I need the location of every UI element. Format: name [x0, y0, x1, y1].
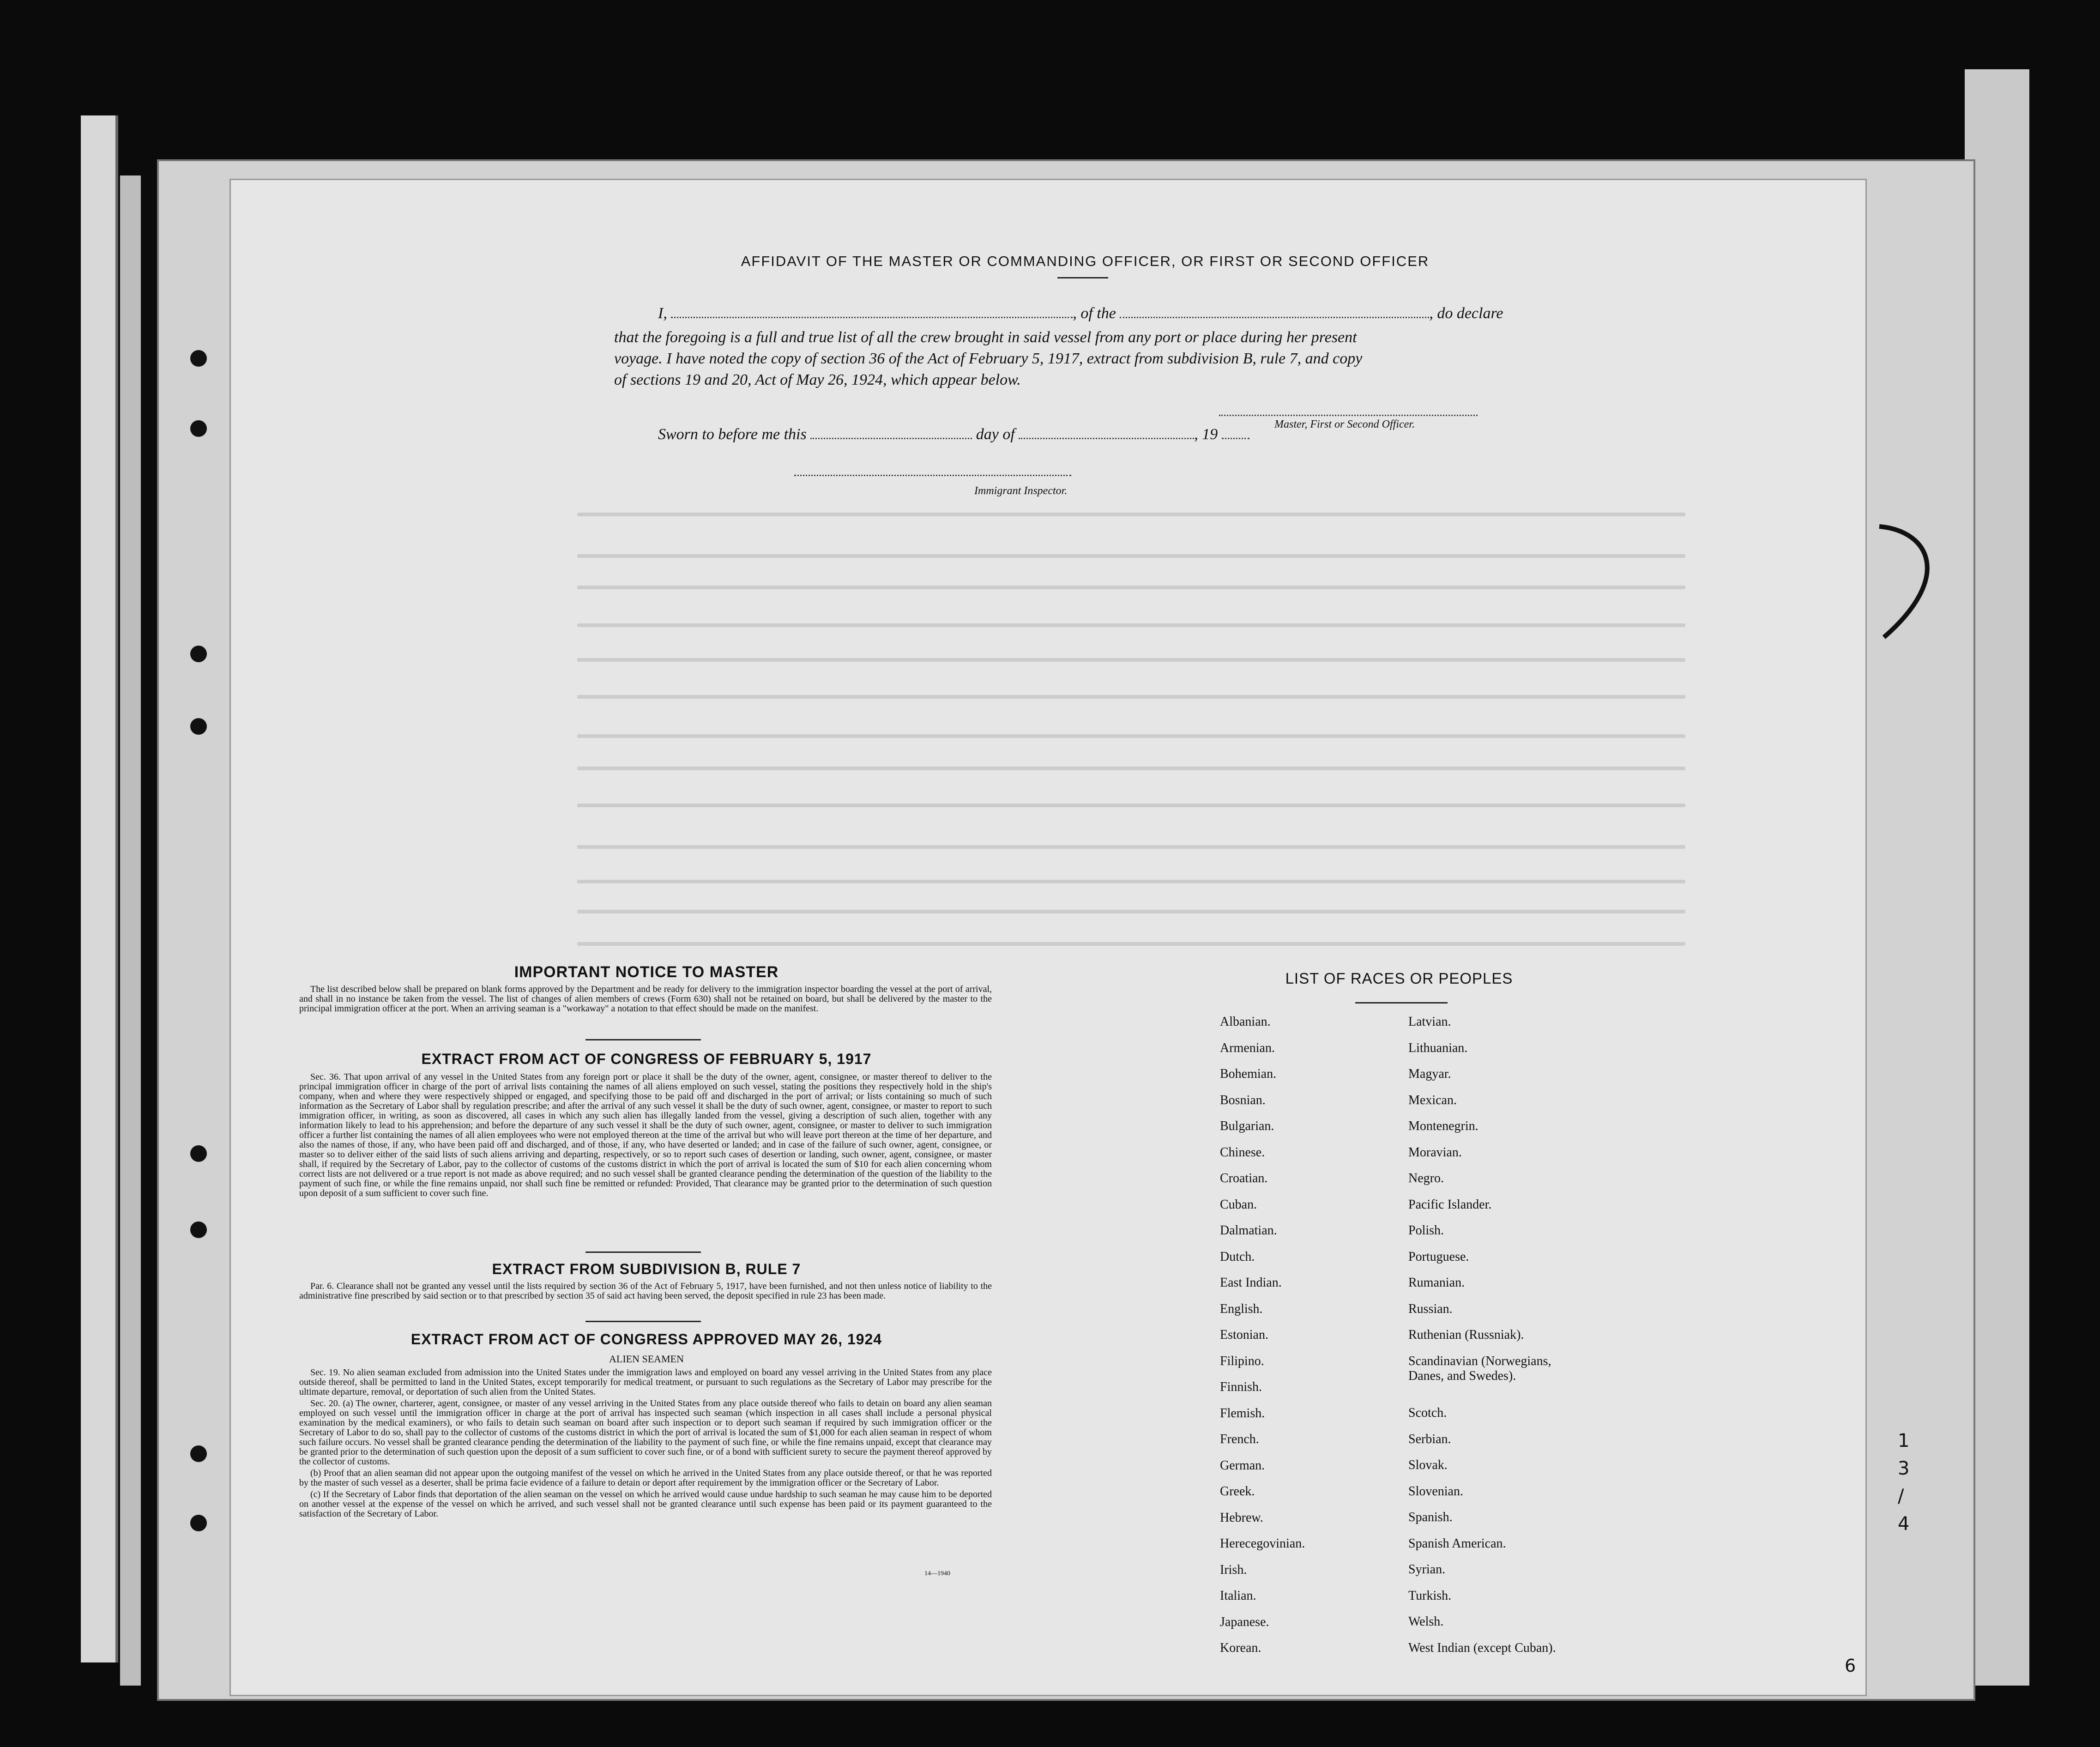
title-rule: [1057, 277, 1108, 278]
race-item: Croatian.: [1220, 1171, 1268, 1185]
race-item: Polish.: [1408, 1223, 1444, 1238]
race-item: Slovak.: [1408, 1458, 1448, 1472]
race-item: Herecegovinian.: [1220, 1536, 1305, 1551]
race-item: Rumanian.: [1408, 1275, 1465, 1290]
section-36-paragraph: Sec. 36. That upon arrival of any vessel in the United States from any foreign port or place it shall be the duty of the owner, agent, consignee, or master thereof to deliver to the principal immigration officer in charge of the port of arrival lists containing the names of all aliens employed on such vessel, stating the positions they respectively hold in the ship's company, when and where they were respectively shipped or engaged, and specifying those to be paid off and discharged in the port of arrival; or lists containing so much of such information as the Secretary of Labor shall by regulation prescribe; and after the arrival of any such vessel it shall be the duty of such owner, agent, consignee, or master to report to such immigration officer, in writing, as soon as discovered, all cases in which any such alien has illegally landed from the vessel, giving a description of such alien, together with any information likely to lead to his apprehension; and before the departure of any such vessel it shall be the duty of such owner, agent, consignee, or master to deliver to such immigration officer a further list containing the names of all alien employees who were not employed thereon at the time of the arrival but who will leave port thereon at the time of her departure, and also the names of those, if any, who have been paid off and discharged, and of those, if any, who have deserted or landed; and in case of the failure of such owner, agent, consignee, or master so to deliver either of the said lists of such aliens arriving and departing, respectively, or so to report such cases of desertion or landing, such owner, agent, consignee, or master shall, if required by the Secretary of Labor, pay to the collector of customs of the customs district in which the port of arrival is located the sum of $10 for each alien concerning whom correct lists are not delivered or a true report is not made as above required; and no such vessel shall be granted clearance pending the determination of the question of the liability to the payment of such fine, or while the fine remains unpaid, nor shall such fine be remitted or refunded: Provided, That clearance may be granted prior to the determination of such question upon deposit of a sum sufficient to cover such fine.: [299, 1072, 992, 1198]
race-item: Irish.: [1220, 1563, 1247, 1577]
binder-strip-left-inner: [120, 175, 141, 1686]
race-item: Chinese.: [1220, 1145, 1265, 1160]
race-item: Syrian.: [1408, 1562, 1446, 1577]
master-signature-line: [1219, 415, 1478, 416]
section-rule: [585, 1251, 701, 1253]
margin-digit: /: [1898, 1486, 1904, 1507]
race-item: Finnish.: [1220, 1380, 1262, 1394]
affidavit-title: AFFIDAVIT OF THE MASTER OR COMMANDING OFFICER, OR FIRST OR SECOND OFFICER: [741, 253, 1430, 269]
punch-hole: [190, 420, 207, 437]
race-item: Bulgarian.: [1220, 1119, 1274, 1133]
race-item: Welsh.: [1408, 1614, 1444, 1629]
punch-hole: [190, 350, 207, 367]
race-item: Bohemian.: [1220, 1067, 1277, 1081]
punch-hole: [190, 718, 207, 735]
race-item: East Indian.: [1220, 1275, 1282, 1290]
section-20c-paragraph: (c) If the Secretary of Labor finds that deportation of the alien seaman on the vessel on which he arrived would cause undue hardship to such seaman he may cause him to be deported on another vessel at the expense of the vessel on which he arrived, and such vessel shall not be granted clearance until such expense has been paid or its payment guaranteed to the satisfaction of the Secretary of Labor.: [299, 1489, 992, 1519]
extract-rule7-title: EXTRACT FROM SUBDIVISION B, RULE 7: [492, 1261, 801, 1277]
race-item: West Indian (except Cuban).: [1408, 1641, 1556, 1655]
day-of: day of: [976, 426, 1015, 443]
punch-hole: [190, 1145, 207, 1162]
race-item: Russian.: [1408, 1302, 1453, 1316]
punch-hole: [190, 1445, 207, 1462]
affidavit-line-3: voyage. I have noted the copy of section 36 of the Act of February 5, 1917, extract from subdivision B, rule 7, and copy: [614, 350, 1363, 367]
affidavit-i: I,: [658, 305, 667, 322]
race-item: Magyar.: [1408, 1067, 1451, 1081]
affidavit-line-4: of sections 19 and 20, Act of May 26, 1924, which appear below.: [614, 371, 1021, 388]
race-item: Cuban.: [1220, 1197, 1257, 1212]
race-item: Bosnian.: [1220, 1093, 1266, 1107]
race-item: Ruthenian (Russniak).: [1408, 1328, 1524, 1342]
year-prefix: , 19: [1194, 426, 1218, 443]
affidavit-do-declare: , do declare: [1429, 305, 1503, 322]
race-item: Lithuanian.: [1408, 1041, 1468, 1055]
extract-1917-title: EXTRACT FROM ACT OF CONGRESS OF FEBRUARY 5, 1917: [421, 1051, 872, 1067]
race-item: Greek.: [1220, 1484, 1255, 1499]
race-item: Pacific Islander.: [1408, 1197, 1492, 1212]
punch-hole: [190, 646, 207, 662]
margin-digit: 1: [1898, 1430, 1910, 1451]
race-item: Montenegrin.: [1408, 1119, 1478, 1133]
sworn-line: [658, 426, 1249, 443]
race-item: Scandinavian (Norwegians,: [1408, 1354, 1551, 1368]
extract-1917-text: [299, 1072, 992, 1200]
race-item: Hebrew.: [1220, 1511, 1263, 1525]
race-item: Filipino.: [1220, 1354, 1264, 1368]
race-item: Mexican.: [1408, 1093, 1457, 1107]
year-blank: [1222, 438, 1249, 439]
race-item: Serbian.: [1408, 1432, 1451, 1446]
binder-strip-left: [81, 115, 118, 1662]
extract-rule7-text: [299, 1282, 992, 1303]
notice-paragraph: The list described below shall be prepared on blank forms approved by the Department and be ready for delivery to the immigration inspector boarding the vessel at the port of arrival, and shall in no instance be taken from the vessel. The list of changes of alien members of crews (Form 630) shall not be retained on board, but shall be delivered by the master to the principal immigration officer at the port. When an arriving seaman is a "workaway" a notation to that effect should be made on the manifest.: [299, 984, 992, 1014]
race-item: Armenian.: [1220, 1041, 1275, 1055]
section-20b-paragraph: (b) Proof that an alien seaman did not appear upon the outgoing manifest of the vessel on which he arrived in the United States from any place outside thereof, or that he was reported by the master of such vessel as a deserter, shall be prima facie evidence of a failure to detain or deport after requirement by the immigration officer or the Secretary of Labor.: [299, 1468, 992, 1488]
inspector-signature-line: [794, 475, 1071, 476]
month-blank: [1019, 438, 1194, 439]
race-item: Italian.: [1220, 1589, 1256, 1603]
extract-1924-title: EXTRACT FROM ACT OF CONGRESS APPROVED MAY 26, 1924: [410, 1331, 882, 1348]
race-item: Portuguese.: [1408, 1250, 1469, 1264]
section-rule: [585, 1321, 701, 1322]
race-item: Spanish American.: [1408, 1536, 1506, 1551]
race-item: German.: [1220, 1458, 1265, 1473]
race-item: Spanish.: [1408, 1510, 1453, 1524]
day-blank: [810, 438, 972, 439]
race-item: English.: [1220, 1302, 1263, 1316]
race-item: Negro.: [1408, 1171, 1444, 1185]
punch-hole: [190, 1515, 207, 1531]
races-title: LIST OF RACES OR PEOPLES: [1285, 970, 1513, 987]
affidavit-line-1: [658, 305, 1503, 322]
handwritten-bracket-mark: [1875, 522, 1958, 642]
notice-text: [299, 985, 992, 1016]
race-item: Estonian.: [1220, 1328, 1268, 1342]
section-20a-paragraph: Sec. 20. (a) The owner, charterer, agent, consignee, or master of any vessel arriving in the United States from any place outside thereof who fails to detain on board any alien seaman employed on such vessel until the immigration officer in charge at the port of arrival has inspected such seaman (which inspection in all cases shall include a personal physical examination by the medical examiners), or who fails to detain such seaman on board after such inspection or to deport such seaman if required by such immigration officer or the Secretary of Labor to do so, shall pay to the collector of customs of the customs district in which the port of arrival is located the sum of $1,000 for each alien seaman in respect of whom such failure occurs. No vessel shall be granted clearance pending the determination of the liability to the payment of such fine, or while the fine remains unpaid, except that clearance may be granted prior to the determination of such question upon the deposit of a sum sufficient to cover such fine, or of a bond with sufficient surety to secure the payment thereof approved by the collector of customs.: [299, 1398, 992, 1467]
notice-title: IMPORTANT NOTICE TO MASTER: [514, 963, 779, 981]
master-signature-label: Master, First or Second Officer.: [1274, 418, 1415, 430]
section-19-paragraph: Sec. 19. No alien seaman excluded from admission into the United States under the immigration laws and employed on board any vessel arriving in the United States from any place outside thereof, shall be permitted to land in the United States, except temporarily for medical treatment, or pursuant to such regulations as the Secretary of Labor may prescribe for the ultimate departure, removal, or deportation of such alien from the United States.: [299, 1367, 992, 1397]
form-number: 14—1940: [924, 1570, 950, 1577]
extract-1924-text: [299, 1368, 992, 1521]
races-title-rule: [1355, 1002, 1448, 1003]
affidavit-of-the: , of the: [1073, 305, 1116, 322]
name-blank: [671, 317, 1073, 318]
handwritten-margin-digits: [1898, 1427, 1909, 1538]
race-item: Turkish.: [1408, 1589, 1452, 1603]
margin-digit: 4: [1898, 1513, 1910, 1535]
punch-hole: [190, 1221, 207, 1238]
section-rule: [585, 1039, 701, 1040]
affidavit-line-2: that the foregoing is a full and true list of all the crew brought in said vessel from any port or place during her present: [614, 329, 1357, 346]
alien-seamen-subtitle: ALIEN SEAMEN: [609, 1353, 684, 1365]
race-item: Scotch.: [1408, 1406, 1447, 1420]
race-item: Moravian.: [1408, 1145, 1462, 1160]
race-item: Dalmatian.: [1220, 1223, 1277, 1238]
par-6-paragraph: Par. 6. Clearance shall not be granted any vessel until the lists required by section 36 of the Act of February 5, 1917, have been furnished, and not then unless notice of liability to the administrative fine prescribed by said section or to that prescribed by section 35 of said act having been served, the deposit specified in rule 23 has been made.: [299, 1281, 992, 1301]
race-item: Korean.: [1220, 1641, 1261, 1655]
race-item: Albanian.: [1220, 1015, 1271, 1029]
vessel-blank: [1120, 317, 1429, 318]
race-item: Dutch.: [1220, 1250, 1255, 1264]
race-item: Danes, and Swedes).: [1408, 1368, 1516, 1383]
sworn-before-me: Sworn to before me this: [658, 426, 807, 443]
handwritten-page-number: 6: [1845, 1656, 1856, 1676]
race-item: Japanese.: [1220, 1615, 1269, 1629]
race-item: Flemish.: [1220, 1406, 1265, 1421]
margin-digit: 3: [1898, 1458, 1910, 1479]
race-item: French.: [1220, 1432, 1259, 1446]
race-item: Slovenian.: [1408, 1484, 1463, 1499]
inspector-label: Immigrant Inspector.: [974, 485, 1068, 497]
race-item: Latvian.: [1408, 1015, 1451, 1029]
